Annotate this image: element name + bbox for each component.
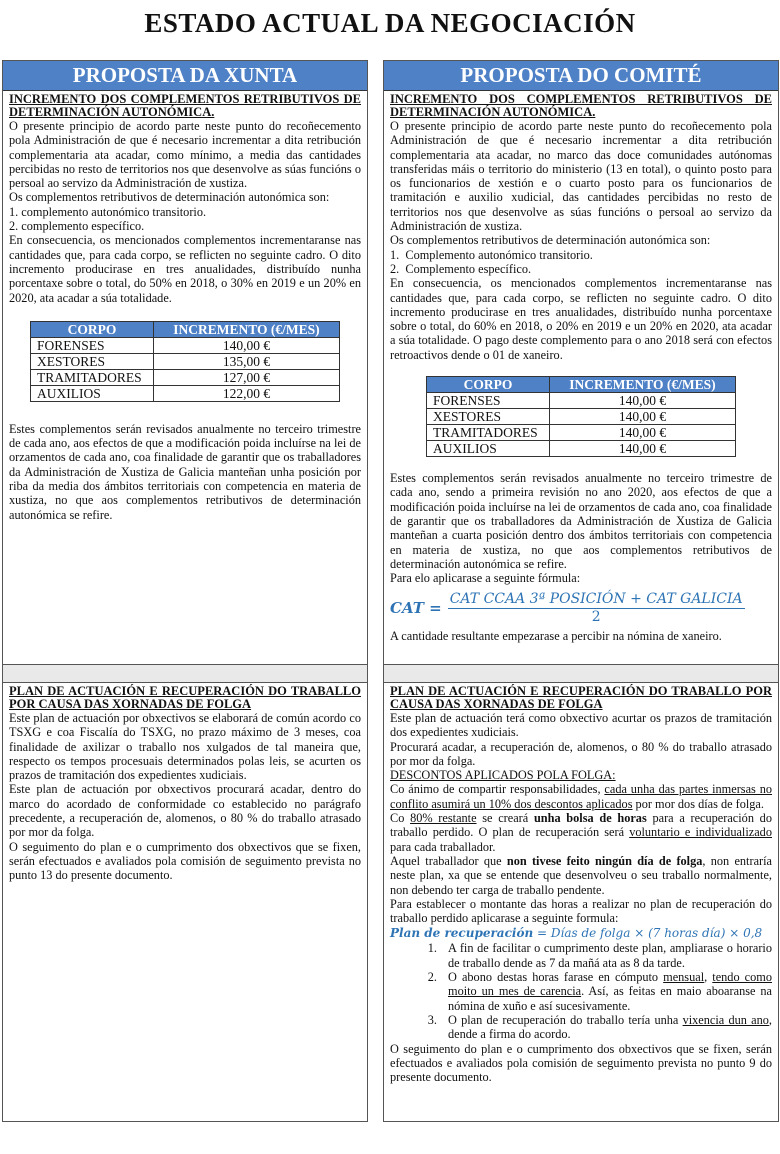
paragraph: En consecuencia, os mencionados complementos incrementaranse nas cantidades que, para cada corpo, se reflicten no seguinte cadro. O dito incremento producirase en tres anualidades, distribuído nunha porcentaxe sobre o total, do 50% en 2018, o 30% en 2019 e un 20% en 2020, ata acadar a súa totalidade. <box>9 233 361 305</box>
formula-numerator: CAT CCAA 3ª POSICIÓN + CAT GALICIA <box>449 591 743 608</box>
text-run: . Así, as feitas en maio aboaranse na nómina de xuño e así sucesivamente. <box>448 984 773 1013</box>
corpo-cell: FORENSES <box>31 337 154 353</box>
paragraph: O seguimento do plan e o cumprimento dos obxectivos que se fixen, serán efectuados e avaliados pola comisión de seguimento prevista no punto 9 do presente documento. <box>390 1041 772 1085</box>
text-run: por mor dos días de folga. <box>632 796 764 811</box>
paragraph: Os complementos retributivos de determinación autonómica son: <box>390 233 711 248</box>
paragraph: Este plan de actuación por obxectivos se elaborará de común acordo co TSXG e coa Fiscalía do TSXG, no prazo máximo de 3 meses, coa finalidade de axilizar o traballo nos xulgados de tal maneira que, respecto os tempos procesuais determinados polas leis, se acurten os prazos de tramitación dos expedientes xudiciais. <box>9 711 361 783</box>
formula-denominator: 2 <box>591 609 601 626</box>
table-row <box>31 369 340 385</box>
xunta-header: PROPOSTA DA XUNTA <box>3 61 367 91</box>
text-run: Aquel traballador que <box>390 853 507 868</box>
xunta-increment-section <box>3 91 367 664</box>
text-run: Co <box>390 811 411 826</box>
descontos-title: DESCONTOS APLICADOS POLA FOLGA: <box>390 768 616 783</box>
value-cell: 127,00 € <box>154 369 340 385</box>
paragraph: Este plan de actuación terá como obxectivo acurtar os prazos de tramitación dos expedientes xudiciais. <box>390 711 772 740</box>
underlined-text: mensual <box>663 970 705 985</box>
paragraph: Estes complementos serán revisados anualmente no terceiro trimestre de cada ano, aos efectos de que a modificación poida incluírse na lei de orzamentos de cada ano, coa finalidade de garantir que os traballadores da Administración de Xustiza de Galicia manteñan unha posición por riba da media dos ámbitos territoriais con competencia en materia de xustiza, no que aos complementos retributivos de determinación autonómica se refire. <box>9 421 361 522</box>
comite-increment-section <box>384 91 778 664</box>
list-item <box>440 970 772 1013</box>
section-heading: PLAN DE ACTUACIÓN E RECUPERACIÓN DO TRABALLO POR CAUSA DAS XORNADAS DE FOLGA <box>9 684 361 711</box>
paragraph: Este plan de actuación por obxectivos procurará acadar, dentro do marco do acordado de conformidade co establecido no parágrafo precedente, a recuperación de, alomenos, o 80 % do traballo atrasado por mor da folga. <box>9 782 361 840</box>
page-title: ESTADO ACTUAL DA NEGOCIACIÓN <box>144 8 636 38</box>
text-run: O abono destas horas farase en cómputo <box>448 970 664 985</box>
paragraph: Procurará acadar, a recuperación de, alomenos, o 80 % do traballo atrasado por mor da folga. <box>390 739 772 768</box>
table-header-row <box>427 377 736 393</box>
corpo-cell: XESTORES <box>427 409 550 425</box>
section-divider <box>3 664 367 683</box>
cat-formula <box>390 591 772 625</box>
corpo-cell: AUXILIOS <box>427 441 550 457</box>
paragraph: En consecuencia, os mencionados complementos incrementaranse nas cantidades que, para cada corpo, se reflicten no seguinte cadro. O dito incremento producirase en tres anualidades, distribuído nunha porcentaxe sobre o total, do 60% en 2018, o 20% en 2019 e un 20% en 2020, ata acadar a súa totalidade. O pago deste complemento para o ano 2018 será con efectos retroactivos dende o 01 de xaneiro. <box>390 276 772 362</box>
table-row <box>427 441 736 457</box>
table-row <box>427 393 736 409</box>
text-run: A fin de facilitar o cumprimento deste plan, ampliarase o horario de traballo dende as 7 da mañá ata as 8 da tarde. <box>448 941 772 970</box>
list-item <box>440 941 772 970</box>
table-header-row <box>31 321 340 337</box>
comite-column <box>383 60 779 1122</box>
corpo-cell: XESTORES <box>31 353 154 369</box>
plan-list <box>390 941 772 1041</box>
section-divider <box>384 664 778 683</box>
paragraph: Para establecer o montante das horas a realizar no plan de recuperación do traballo perdido aplicarase a seguinte formula: <box>390 896 772 926</box>
formula-lhs: CAT = <box>390 599 442 618</box>
list-item: 2. Complemento específico. <box>390 261 532 276</box>
underlined-text: tendo como moito un mes de carencia <box>448 970 772 999</box>
underlined-text: vixencia dun ano <box>682 1012 769 1027</box>
value-cell: 140,00 € <box>154 337 340 353</box>
list-item: 1. complemento autonómico transitorio. <box>9 204 207 219</box>
paragraph <box>390 854 772 897</box>
paragraph: O seguimento do plan e o cumprimento dos obxectivos que se fixen, serán efectuados e avaliados pola comisión de seguimento prevista no punto 13 do presente documento. <box>9 839 361 883</box>
paragraph: Estes complementos serán revisados anualmente no terceiro trimestre de cada ano, sendo a primeira revisión no ano 2020, aos efectos de que a modificación poida incluírse na lei de orzamentos de cada ano, coa finalidade de garantir que os traballadores da Administración de Xustiza de Galicia manteñan a cuarta posición dentro dos ámbitos territoriais con competencia en materia de xustiza, no que aos complementos retributivos de determinación autonómica se refire. <box>390 471 772 571</box>
value-cell: 140,00 € <box>550 441 736 457</box>
paragraph: O presente principio de acordo parte neste punto do recoñecemento pola Administración de que é necesario incrementar a dita retribución complementaria ata acadar, como mínimo, a media das cantidades percibidas no resto de territorios nos que desenvolve as súas funcións o persoal ao servizo da Administración de xustiza. <box>9 119 361 191</box>
increment-table <box>426 376 736 457</box>
comite-plan-section <box>384 683 778 1084</box>
recovery-formula <box>390 926 772 940</box>
bold-text: unha bolsa de horas <box>533 811 647 826</box>
formula-lhs: Plan de recuperación <box>390 926 534 941</box>
text-run: se creará <box>476 811 534 826</box>
corpo-cell: AUXILIOS <box>31 385 154 401</box>
bold-text: non tivese feito ningún día de folga <box>506 853 703 868</box>
value-cell: 140,00 € <box>550 409 736 425</box>
underlined-text: voluntario e individualizado <box>629 825 772 840</box>
list-item <box>440 1013 772 1042</box>
paragraph: Para elo aplicarase a seguinte fórmula: <box>390 571 581 586</box>
xunta-column <box>2 60 368 1122</box>
paragraph: O presente principio de acordo parte neste punto do recoñecemento pola Administración de que é necesario incrementar a dita retribución complementaria ata acadar, no marco das doce comunidades autónomas transferidas máis o territorio do ministerio (13 en total), o quinto posto para os funcionarios de xestión e o cuarto posto para os funcionarios de tramitación e auxilio xudicial, das cantidades percibidas no resto de territorios nos que desenvolve as súas funcións o persoal ao servizo da Administración de xustiza. <box>390 119 772 234</box>
column-header: INCREMENTO (€/MES) <box>550 377 736 393</box>
formula-rhs: = Días de folga × (7 horas día) × 0,8 <box>537 926 763 941</box>
list-item: 1. Complemento autonómico transitorio. <box>390 247 593 262</box>
text-run: , dende a firma do acordo. <box>448 1012 772 1042</box>
list-item: 2. complemento específico. <box>9 219 145 234</box>
paragraph: Os complementos retributivos de determinación autonómica son: <box>9 190 330 205</box>
xunta-plan-section <box>3 683 367 883</box>
underlined-text: cada unha das partes inmersas no conflito asumirá un 10% dos descontos aplicados <box>390 782 772 811</box>
section-heading: INCREMENTO DOS COMPLEMENTOS RETRIBUTIVOS DE DETERMINACIÓN AUTONÓMICA. <box>9 92 361 119</box>
text-run: , non entraría neste plan, xa que se entende que desenvolveu o seu traballo normalmente, non debendo ter carga de traballo pendente. <box>390 853 772 897</box>
value-cell: 140,00 € <box>550 425 736 441</box>
corpo-cell: TRAMITADORES <box>427 425 550 441</box>
paragraph <box>390 782 772 811</box>
paragraph <box>390 811 772 854</box>
table-row <box>31 353 340 369</box>
column-header: CORPO <box>427 377 550 393</box>
underlined-text: 80% restante <box>410 811 477 826</box>
text-run: para a recuperación do traballo perdido. O plan de recuperación será <box>390 811 772 840</box>
value-cell: 135,00 € <box>154 353 340 369</box>
text-run: para cada traballador. <box>390 839 496 854</box>
increment-table <box>30 321 340 402</box>
comite-header: PROPOSTA DO COMITÉ <box>384 61 778 91</box>
table-row <box>31 385 340 401</box>
corpo-cell: TRAMITADORES <box>31 369 154 385</box>
formula-fraction <box>448 591 745 625</box>
value-cell: 122,00 € <box>154 385 340 401</box>
text-run: O plan de recuperación do traballo tería unha <box>448 1012 683 1027</box>
paragraph: A cantidade resultante empezarase a percibir na nómina de xaneiro. <box>390 629 722 644</box>
text-run: Co ánimo de compartir responsabilidades, <box>390 782 605 797</box>
column-header: INCREMENTO (€/MES) <box>154 321 340 337</box>
table-row <box>427 425 736 441</box>
table-row <box>427 409 736 425</box>
text-run: , <box>704 970 713 985</box>
column-header: CORPO <box>31 321 154 337</box>
section-heading: INCREMENTO DOS COMPLEMENTOS RETRIBUTIVOS DE DETERMINACIÓN AUTONÓMICA. <box>390 92 772 119</box>
corpo-cell: FORENSES <box>427 393 550 409</box>
table-row <box>31 337 340 353</box>
section-heading: PLAN DE ACTUACIÓN E RECUPERACIÓN DO TRABALLO POR CAUSA DAS XORNADAS DE FOLGA <box>390 684 772 711</box>
value-cell: 140,00 € <box>550 393 736 409</box>
